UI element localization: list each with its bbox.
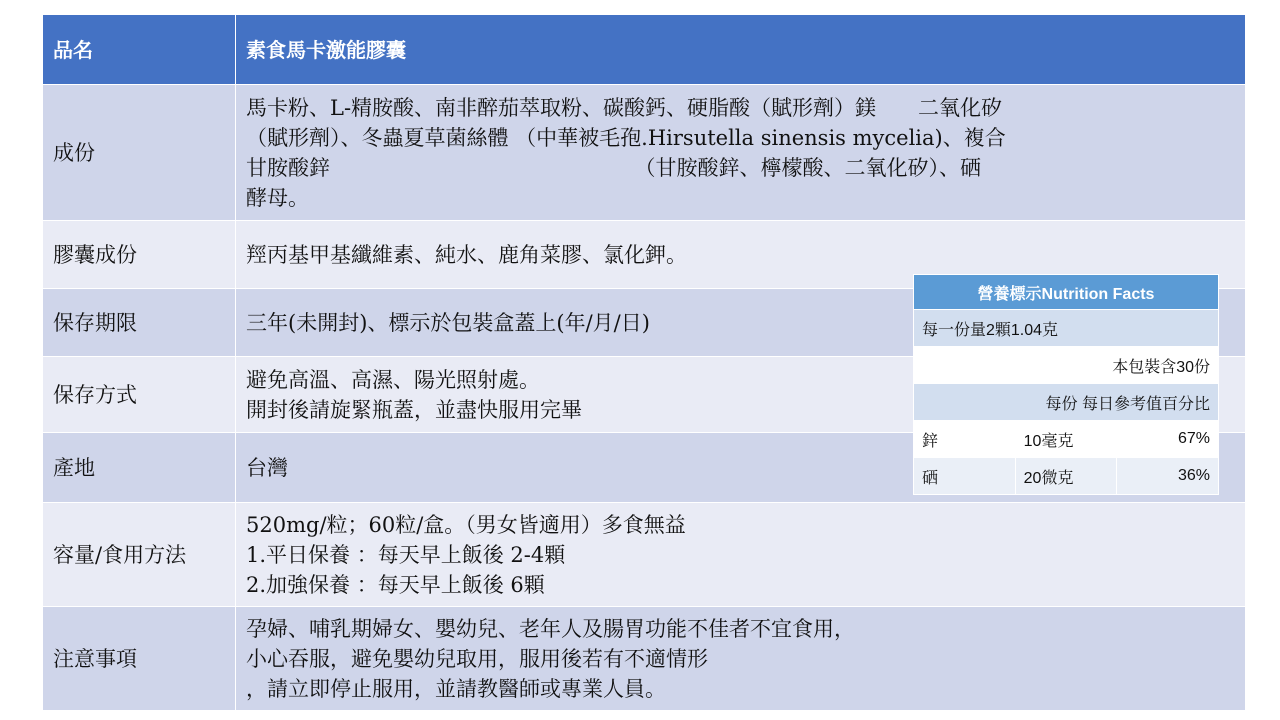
label-origin: 產地 <box>43 433 236 503</box>
label-precautions: 注意事項 <box>43 607 236 711</box>
label-storage: 保存方式 <box>43 357 236 433</box>
ingredients-line: 酵母。 <box>246 185 309 210</box>
value-precautions <box>236 607 1246 711</box>
shelf-life-text: 三年(未開封)、標示於包裝盒蓋上(年/月/日) <box>246 310 650 335</box>
nutrition-columns-header: 每份 每日參考值百分比 <box>914 384 1219 421</box>
nutrition-facts-title: 營養標示Nutrition Facts <box>914 275 1219 310</box>
nutrition-serving-row <box>914 310 1219 347</box>
nutrition-facts-header <box>914 275 1219 310</box>
storage-line: 避免高溫、高濕、陽光照射處。 <box>246 367 540 392</box>
nutrition-facts-table <box>913 274 1219 495</box>
nutrition-per-package-row <box>914 347 1219 384</box>
dosage-line: 2.加強保養 ：每天早上飯後 6顆 <box>246 572 545 597</box>
label-ingredients: 成份 <box>43 85 236 221</box>
label-capsule-ingredients: 膠囊成份 <box>43 221 236 289</box>
ingredients-line: 甘胺酸鋅 （甘胺酸鋅、檸檬酸、二氧化矽）、硒 <box>246 155 981 180</box>
nutrition-item-row <box>914 421 1219 458</box>
capsule-ingredients-text: 羥丙基甲基纖維素、純水、鹿角菜膠、氯化鉀。 <box>246 242 687 267</box>
nutrition-item-row <box>914 458 1219 495</box>
precautions-line: 孕婦、哺乳期婦女、嬰幼兒、老年人及腸胃功能不佳者不宜食用， <box>246 616 855 641</box>
precautions-line: ，請立即停止服用，並請教醫師或專業人員。 <box>246 676 666 701</box>
value-dosage <box>236 503 1246 607</box>
nutrition-serving: 每一份量2顆1.04克 <box>914 310 1219 347</box>
nutrient-percent: 67% <box>1117 421 1219 458</box>
origin-text: 台灣 <box>246 455 288 480</box>
nutrient-name: 硒 <box>914 458 1016 495</box>
row-ingredients <box>43 85 1246 221</box>
value-product-name <box>236 15 1246 85</box>
nutrient-amount: 20微克 <box>1015 458 1117 495</box>
nutrient-amount: 10毫克 <box>1015 421 1117 458</box>
ingredients-line: （賦形劑）、冬蟲夏草菌絲體 （中華被毛孢.Hirsutella sinensis mycelia)、複合 <box>246 125 1006 150</box>
ingredients-line: 馬卡粉、L-精胺酸、南非醉茄萃取粉、碳酸鈣、硬脂酸（賦形劑）鎂 二氧化矽 <box>246 95 1003 120</box>
label-product-name: 品名 <box>43 15 236 85</box>
nutrition-per-package: 本包裝含30份 <box>914 347 1219 384</box>
row-product-name <box>43 15 1246 85</box>
nutrient-percent: 36% <box>1117 458 1219 495</box>
value-ingredients <box>236 85 1246 221</box>
precautions-line: 小心吞服，避免嬰幼兒取用，服用後若有不適情形 <box>246 646 708 671</box>
product-name-text: 素食馬卡激能膠囊 <box>246 37 406 62</box>
label-dosage: 容量/食用方法 <box>43 503 236 607</box>
storage-line: 開封後請旋緊瓶蓋，並盡快服用完畢 <box>246 397 582 422</box>
nutrient-name: 鋅 <box>914 421 1016 458</box>
dosage-line: 520mg/粒；60粒/盒。（男女皆適用）多食無益 <box>246 512 686 537</box>
row-dosage <box>43 503 1246 607</box>
row-precautions <box>43 607 1246 711</box>
dosage-line: 1.平日保養 ：每天早上飯後 2-4顆 <box>246 542 566 567</box>
label-shelf-life: 保存期限 <box>43 289 236 357</box>
nutrition-columns-header-row <box>914 384 1219 421</box>
